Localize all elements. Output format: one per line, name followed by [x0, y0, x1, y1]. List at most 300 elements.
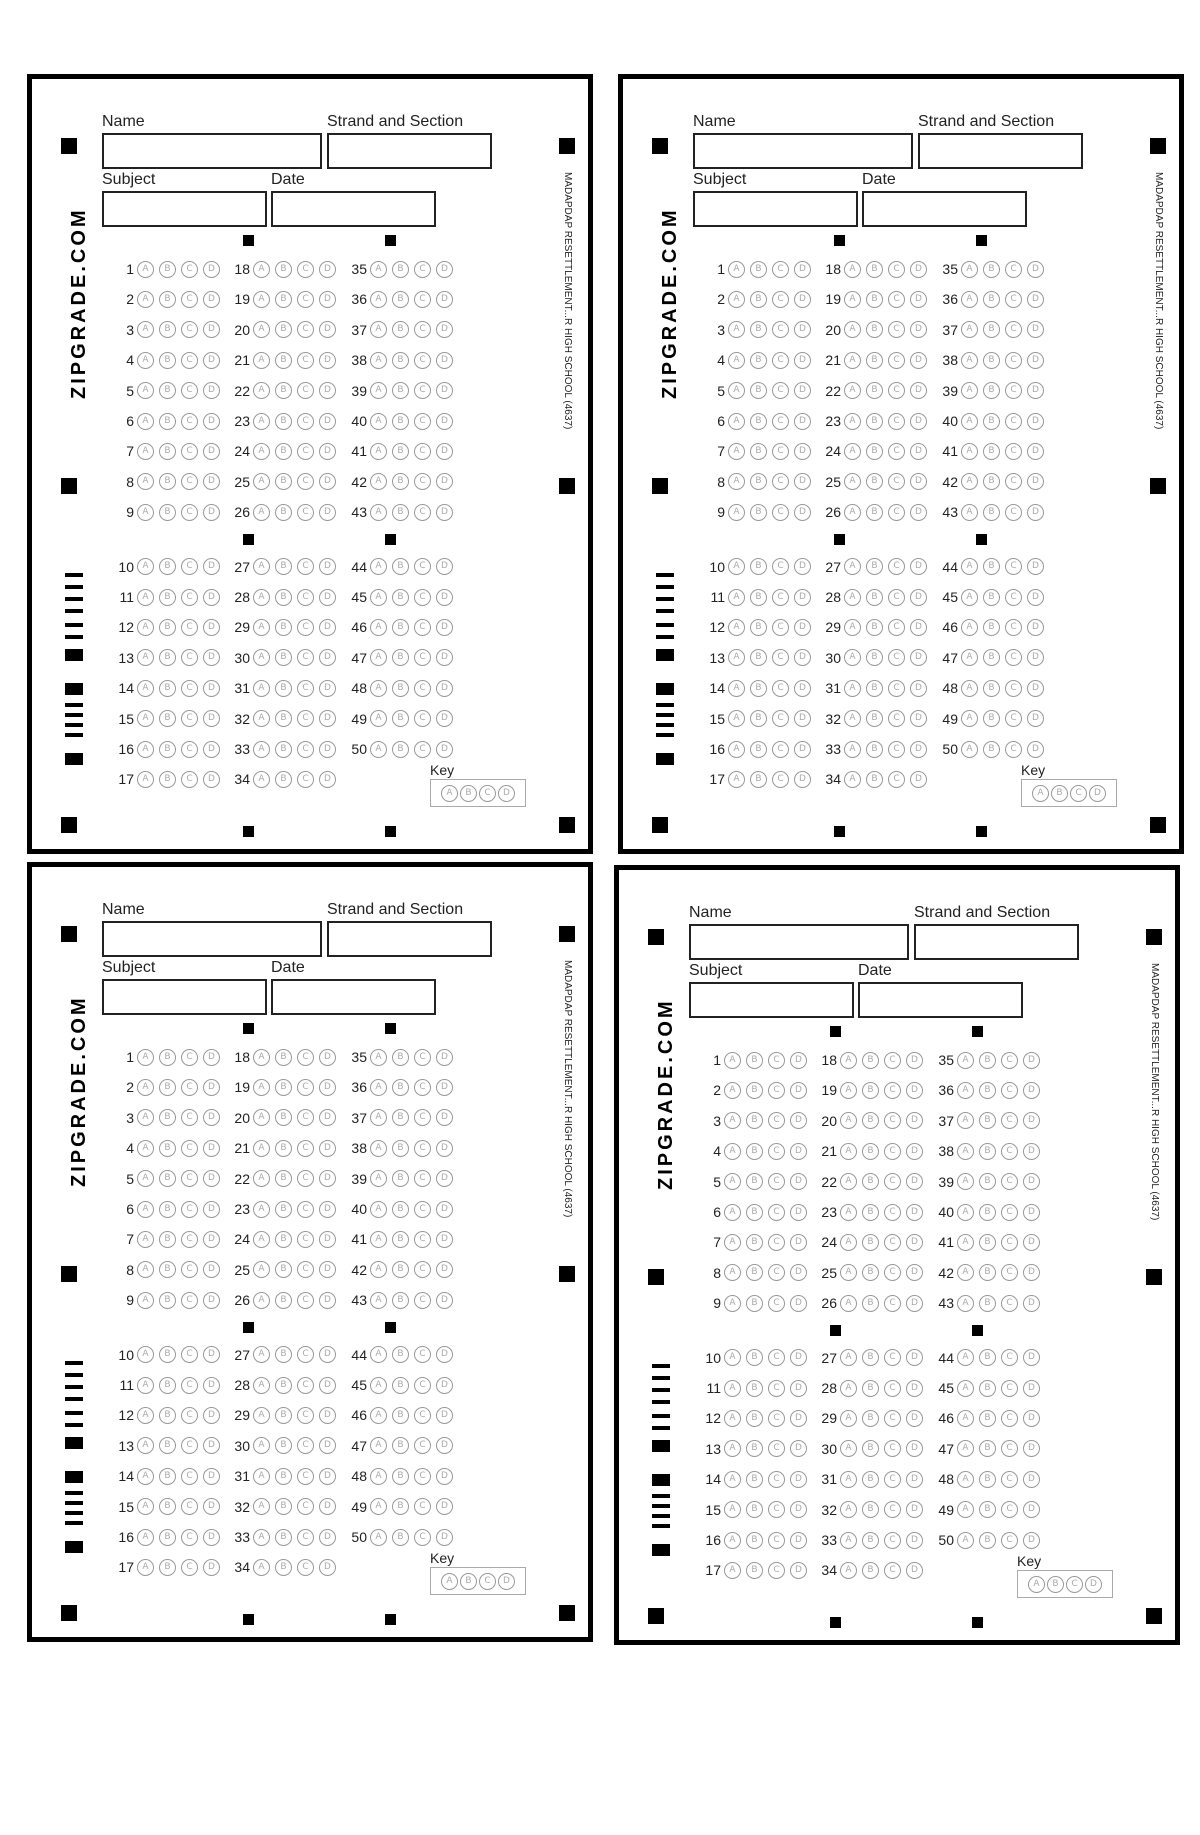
date-field[interactable] [858, 982, 1023, 1018]
answer-bubble-d[interactable]: D [910, 382, 927, 399]
answer-bubble-d[interactable]: D [910, 589, 927, 606]
answer-bubble-c[interactable]: C [768, 1501, 785, 1518]
answer-bubble-b[interactable]: B [746, 1380, 763, 1397]
answer-bubble-a[interactable]: A [137, 589, 154, 606]
answer-bubble-b[interactable]: B [159, 710, 176, 727]
answer-bubble-b[interactable]: B [862, 1112, 879, 1129]
answer-bubble-a[interactable]: A [957, 1380, 974, 1397]
answer-bubble-d[interactable]: D [203, 1498, 220, 1515]
answer-bubble-b[interactable]: B [159, 1292, 176, 1309]
answer-bubble-a[interactable]: A [253, 558, 270, 575]
answer-bubble-a[interactable]: A [137, 261, 154, 278]
answer-bubble-a[interactable]: A [253, 1377, 270, 1394]
answer-bubble-d[interactable]: D [1023, 1501, 1040, 1518]
answer-bubble-a[interactable]: A [253, 1231, 270, 1248]
answer-bubble-a[interactable]: A [957, 1143, 974, 1160]
answer-bubble-a[interactable]: A [370, 741, 387, 758]
answer-bubble-d[interactable]: D [790, 1380, 807, 1397]
answer-bubble-b[interactable]: B [159, 1529, 176, 1546]
answer-bubble-b[interactable]: B [750, 352, 767, 369]
answer-bubble-d[interactable]: D [436, 413, 453, 430]
answer-bubble-c[interactable]: C [181, 321, 198, 338]
answer-bubble-b[interactable]: B [275, 741, 292, 758]
answer-bubble-b[interactable]: B [275, 504, 292, 521]
answer-bubble-d[interactable]: D [319, 504, 336, 521]
answer-bubble-b[interactable]: B [275, 1079, 292, 1096]
answer-bubble-d[interactable]: D [1023, 1349, 1040, 1366]
answer-bubble-a[interactable]: A [370, 261, 387, 278]
answer-bubble-d[interactable]: D [436, 352, 453, 369]
answer-bubble-b[interactable]: B [979, 1295, 996, 1312]
answer-bubble-b[interactable]: B [750, 558, 767, 575]
answer-bubble-b[interactable]: B [159, 413, 176, 430]
answer-bubble-b[interactable]: B [979, 1440, 996, 1457]
answer-bubble-c[interactable]: C [888, 504, 905, 521]
answer-bubble-a[interactable]: A [253, 741, 270, 758]
answer-bubble-c[interactable]: C [1001, 1532, 1018, 1549]
answer-bubble-d[interactable]: D [319, 321, 336, 338]
answer-bubble-d[interactable]: D [436, 1109, 453, 1126]
answer-bubble-b[interactable]: B [275, 1292, 292, 1309]
answer-bubble-a[interactable]: A [137, 473, 154, 490]
answer-bubble-c[interactable]: C [888, 261, 905, 278]
answer-bubble-a[interactable]: A [370, 1109, 387, 1126]
answer-bubble-c[interactable]: C [884, 1082, 901, 1099]
answer-bubble-b[interactable]: B [979, 1052, 996, 1069]
answer-bubble-b[interactable]: B [983, 680, 1000, 697]
answer-bubble-d[interactable]: D [910, 771, 927, 788]
answer-bubble-b[interactable]: B [275, 473, 292, 490]
answer-bubble-a[interactable]: A [844, 710, 861, 727]
answer-bubble-d[interactable]: D [436, 1049, 453, 1066]
answer-bubble-a[interactable]: A [137, 741, 154, 758]
answer-bubble-d[interactable]: D [906, 1471, 923, 1488]
answer-bubble-a[interactable]: A [370, 1437, 387, 1454]
answer-bubble-b[interactable]: B [983, 261, 1000, 278]
answer-bubble-d[interactable]: D [203, 321, 220, 338]
answer-bubble-b[interactable]: B [275, 1468, 292, 1485]
answer-bubble-a[interactable]: A [957, 1173, 974, 1190]
answer-bubble-d[interactable]: D [794, 413, 811, 430]
answer-bubble-a[interactable]: A [137, 443, 154, 460]
answer-bubble-c[interactable]: C [772, 558, 789, 575]
answer-bubble-c[interactable]: C [181, 680, 198, 697]
answer-bubble-a[interactable]: A [137, 1407, 154, 1424]
answer-bubble-d[interactable]: D [436, 1201, 453, 1218]
answer-bubble-a[interactable]: A [728, 321, 745, 338]
answer-bubble-a[interactable]: A [137, 504, 154, 521]
key-bubble-a[interactable]: A [441, 1573, 458, 1590]
answer-bubble-d[interactable]: D [319, 771, 336, 788]
key-bubble-a[interactable]: A [1032, 785, 1049, 802]
answer-bubble-d[interactable]: D [203, 413, 220, 430]
answer-bubble-a[interactable]: A [840, 1295, 857, 1312]
answer-bubble-d[interactable]: D [319, 291, 336, 308]
answer-bubble-b[interactable]: B [983, 558, 1000, 575]
answer-bubble-d[interactable]: D [436, 1346, 453, 1363]
answer-bubble-d[interactable]: D [794, 589, 811, 606]
answer-bubble-a[interactable]: A [961, 741, 978, 758]
answer-bubble-c[interactable]: C [181, 1407, 198, 1424]
answer-bubble-a[interactable]: A [844, 649, 861, 666]
answer-bubble-c[interactable]: C [297, 1170, 314, 1187]
answer-bubble-b[interactable]: B [862, 1380, 879, 1397]
answer-bubble-c[interactable]: C [297, 680, 314, 697]
answer-bubble-a[interactable]: A [370, 504, 387, 521]
answer-bubble-a[interactable]: A [137, 1049, 154, 1066]
answer-bubble-c[interactable]: C [297, 261, 314, 278]
answer-bubble-b[interactable]: B [750, 771, 767, 788]
answer-bubble-d[interactable]: D [906, 1234, 923, 1251]
answer-bubble-c[interactable]: C [297, 1559, 314, 1576]
answer-bubble-b[interactable]: B [275, 1109, 292, 1126]
answer-bubble-d[interactable]: D [910, 619, 927, 636]
answer-bubble-b[interactable]: B [392, 1468, 409, 1485]
answer-bubble-d[interactable]: D [436, 1261, 453, 1278]
answer-bubble-c[interactable]: C [181, 1231, 198, 1248]
answer-bubble-c[interactable]: C [888, 382, 905, 399]
answer-bubble-b[interactable]: B [275, 771, 292, 788]
answer-bubble-b[interactable]: B [392, 1261, 409, 1278]
answer-bubble-a[interactable]: A [253, 1140, 270, 1157]
answer-bubble-a[interactable]: A [728, 741, 745, 758]
answer-bubble-a[interactable]: A [253, 1529, 270, 1546]
answer-bubble-b[interactable]: B [750, 382, 767, 399]
answer-bubble-b[interactable]: B [275, 1377, 292, 1394]
answer-bubble-a[interactable]: A [724, 1501, 741, 1518]
answer-bubble-d[interactable]: D [436, 261, 453, 278]
answer-bubble-a[interactable]: A [844, 413, 861, 430]
key-bubble-c[interactable]: C [479, 785, 496, 802]
answer-bubble-c[interactable]: C [414, 1377, 431, 1394]
answer-bubble-c[interactable]: C [888, 321, 905, 338]
answer-bubble-b[interactable]: B [866, 413, 883, 430]
answer-bubble-c[interactable]: C [297, 619, 314, 636]
answer-bubble-b[interactable]: B [159, 1261, 176, 1278]
answer-bubble-a[interactable]: A [137, 321, 154, 338]
answer-bubble-b[interactable]: B [159, 589, 176, 606]
subject-field[interactable] [102, 191, 267, 227]
answer-bubble-b[interactable]: B [979, 1173, 996, 1190]
answer-bubble-d[interactable]: D [319, 1079, 336, 1096]
answer-bubble-c[interactable]: C [884, 1234, 901, 1251]
answer-bubble-c[interactable]: C [297, 1201, 314, 1218]
answer-bubble-c[interactable]: C [414, 473, 431, 490]
answer-bubble-a[interactable]: A [253, 352, 270, 369]
answer-bubble-a[interactable]: A [137, 352, 154, 369]
answer-bubble-c[interactable]: C [181, 473, 198, 490]
answer-bubble-c[interactable]: C [884, 1052, 901, 1069]
answer-bubble-d[interactable]: D [436, 1140, 453, 1157]
answer-bubble-b[interactable]: B [862, 1562, 879, 1579]
answer-bubble-d[interactable]: D [436, 680, 453, 697]
answer-bubble-a[interactable]: A [728, 680, 745, 697]
answer-bubble-b[interactable]: B [159, 352, 176, 369]
answer-bubble-a[interactable]: A [957, 1052, 974, 1069]
answer-bubble-a[interactable]: A [370, 1170, 387, 1187]
answer-bubble-d[interactable]: D [790, 1112, 807, 1129]
answer-bubble-c[interactable]: C [772, 261, 789, 278]
answer-bubble-a[interactable]: A [253, 1346, 270, 1363]
answer-bubble-d[interactable]: D [1027, 291, 1044, 308]
answer-bubble-a[interactable]: A [370, 382, 387, 399]
answer-bubble-d[interactable]: D [203, 504, 220, 521]
answer-bubble-a[interactable]: A [724, 1234, 741, 1251]
answer-bubble-c[interactable]: C [181, 1109, 198, 1126]
answer-bubble-d[interactable]: D [790, 1082, 807, 1099]
answer-bubble-a[interactable]: A [137, 1231, 154, 1248]
answer-bubble-d[interactable]: D [794, 619, 811, 636]
answer-bubble-c[interactable]: C [414, 1346, 431, 1363]
answer-bubble-a[interactable]: A [137, 413, 154, 430]
answer-bubble-b[interactable]: B [862, 1264, 879, 1281]
answer-bubble-d[interactable]: D [794, 710, 811, 727]
answer-bubble-d[interactable]: D [436, 1468, 453, 1485]
answer-bubble-a[interactable]: A [840, 1234, 857, 1251]
answer-bubble-b[interactable]: B [392, 558, 409, 575]
answer-bubble-c[interactable]: C [772, 443, 789, 460]
answer-bubble-c[interactable]: C [181, 589, 198, 606]
answer-bubble-b[interactable]: B [392, 1292, 409, 1309]
answer-bubble-d[interactable]: D [436, 1079, 453, 1096]
answer-bubble-c[interactable]: C [414, 1468, 431, 1485]
strand-section-field[interactable] [918, 133, 1083, 169]
answer-bubble-a[interactable]: A [844, 321, 861, 338]
answer-bubble-a[interactable]: A [840, 1380, 857, 1397]
answer-bubble-a[interactable]: A [253, 680, 270, 697]
answer-bubble-a[interactable]: A [724, 1204, 741, 1221]
answer-bubble-a[interactable]: A [253, 1559, 270, 1576]
key-bubble-a[interactable]: A [441, 785, 458, 802]
answer-bubble-a[interactable]: A [370, 1407, 387, 1424]
answer-bubble-b[interactable]: B [275, 443, 292, 460]
answer-bubble-b[interactable]: B [159, 1437, 176, 1454]
answer-bubble-c[interactable]: C [888, 771, 905, 788]
answer-bubble-a[interactable]: A [253, 504, 270, 521]
answer-bubble-b[interactable]: B [750, 710, 767, 727]
answer-bubble-c[interactable]: C [1001, 1380, 1018, 1397]
answer-bubble-c[interactable]: C [884, 1562, 901, 1579]
answer-bubble-b[interactable]: B [392, 443, 409, 460]
answer-bubble-d[interactable]: D [319, 1109, 336, 1126]
answer-bubble-a[interactable]: A [253, 1201, 270, 1218]
answer-bubble-c[interactable]: C [1005, 473, 1022, 490]
answer-bubble-b[interactable]: B [750, 291, 767, 308]
answer-bubble-a[interactable]: A [957, 1234, 974, 1251]
answer-bubble-c[interactable]: C [768, 1143, 785, 1160]
answer-bubble-d[interactable]: D [910, 710, 927, 727]
answer-bubble-a[interactable]: A [840, 1349, 857, 1366]
answer-bubble-b[interactable]: B [275, 589, 292, 606]
answer-bubble-c[interactable]: C [414, 1231, 431, 1248]
answer-bubble-c[interactable]: C [888, 558, 905, 575]
answer-bubble-c[interactable]: C [414, 1292, 431, 1309]
answer-bubble-b[interactable]: B [159, 1109, 176, 1126]
answer-bubble-c[interactable]: C [181, 1529, 198, 1546]
answer-bubble-d[interactable]: D [790, 1143, 807, 1160]
key-bubble-d[interactable]: D [498, 1573, 515, 1590]
answer-bubble-c[interactable]: C [768, 1440, 785, 1457]
answer-bubble-a[interactable]: A [370, 680, 387, 697]
answer-bubble-a[interactable]: A [370, 1231, 387, 1248]
answer-bubble-c[interactable]: C [181, 1498, 198, 1515]
answer-bubble-c[interactable]: C [414, 504, 431, 521]
answer-bubble-a[interactable]: A [137, 1529, 154, 1546]
answer-bubble-c[interactable]: C [297, 589, 314, 606]
answer-bubble-a[interactable]: A [840, 1410, 857, 1427]
answer-bubble-a[interactable]: A [728, 558, 745, 575]
answer-bubble-b[interactable]: B [862, 1143, 879, 1160]
answer-bubble-d[interactable]: D [436, 1529, 453, 1546]
answer-bubble-c[interactable]: C [1001, 1440, 1018, 1457]
answer-bubble-d[interactable]: D [319, 1529, 336, 1546]
answer-bubble-b[interactable]: B [275, 413, 292, 430]
answer-bubble-d[interactable]: D [436, 619, 453, 636]
strand-section-field[interactable] [914, 924, 1079, 960]
answer-bubble-c[interactable]: C [772, 771, 789, 788]
answer-bubble-d[interactable]: D [203, 558, 220, 575]
answer-bubble-b[interactable]: B [750, 619, 767, 636]
answer-bubble-c[interactable]: C [884, 1264, 901, 1281]
answer-bubble-a[interactable]: A [724, 1562, 741, 1579]
answer-bubble-a[interactable]: A [961, 504, 978, 521]
answer-bubble-b[interactable]: B [750, 741, 767, 758]
answer-bubble-b[interactable]: B [275, 1170, 292, 1187]
answer-bubble-b[interactable]: B [866, 680, 883, 697]
answer-bubble-c[interactable]: C [888, 589, 905, 606]
answer-bubble-b[interactable]: B [746, 1295, 763, 1312]
answer-bubble-b[interactable]: B [159, 1498, 176, 1515]
answer-bubble-c[interactable]: C [888, 741, 905, 758]
answer-bubble-d[interactable]: D [203, 649, 220, 666]
answer-bubble-c[interactable]: C [181, 1377, 198, 1394]
answer-bubble-a[interactable]: A [253, 473, 270, 490]
answer-bubble-d[interactable]: D [203, 261, 220, 278]
key-bubble-b[interactable]: B [460, 785, 477, 802]
answer-bubble-b[interactable]: B [983, 710, 1000, 727]
answer-bubble-d[interactable]: D [203, 1079, 220, 1096]
answer-bubble-a[interactable]: A [724, 1264, 741, 1281]
answer-bubble-c[interactable]: C [768, 1112, 785, 1129]
answer-bubble-a[interactable]: A [370, 352, 387, 369]
answer-bubble-c[interactable]: C [414, 321, 431, 338]
answer-bubble-a[interactable]: A [137, 1437, 154, 1454]
answer-bubble-a[interactable]: A [728, 443, 745, 460]
answer-bubble-a[interactable]: A [370, 1529, 387, 1546]
subject-field[interactable] [102, 979, 267, 1015]
answer-bubble-b[interactable]: B [275, 680, 292, 697]
answer-bubble-b[interactable]: B [983, 413, 1000, 430]
answer-bubble-c[interactable]: C [1001, 1082, 1018, 1099]
date-field[interactable] [862, 191, 1027, 227]
answer-bubble-c[interactable]: C [414, 1109, 431, 1126]
answer-bubble-b[interactable]: B [979, 1471, 996, 1488]
answer-bubble-b[interactable]: B [866, 558, 883, 575]
answer-bubble-d[interactable]: D [203, 1049, 220, 1066]
answer-bubble-c[interactable]: C [414, 1261, 431, 1278]
answer-bubble-c[interactable]: C [414, 1407, 431, 1424]
answer-bubble-a[interactable]: A [370, 413, 387, 430]
answer-bubble-b[interactable]: B [983, 473, 1000, 490]
answer-bubble-d[interactable]: D [790, 1562, 807, 1579]
answer-bubble-b[interactable]: B [862, 1234, 879, 1251]
answer-bubble-c[interactable]: C [888, 710, 905, 727]
answer-bubble-c[interactable]: C [884, 1295, 901, 1312]
answer-bubble-b[interactable]: B [392, 1109, 409, 1126]
answer-bubble-d[interactable]: D [1023, 1082, 1040, 1099]
answer-bubble-b[interactable]: B [392, 1346, 409, 1363]
answer-bubble-c[interactable]: C [884, 1501, 901, 1518]
answer-bubble-a[interactable]: A [961, 649, 978, 666]
answer-bubble-b[interactable]: B [862, 1204, 879, 1221]
answer-bubble-b[interactable]: B [979, 1501, 996, 1518]
answer-bubble-c[interactable]: C [414, 413, 431, 430]
answer-bubble-a[interactable]: A [253, 1437, 270, 1454]
answer-bubble-d[interactable]: D [203, 710, 220, 727]
answer-bubble-c[interactable]: C [1005, 558, 1022, 575]
answer-bubble-d[interactable]: D [436, 1170, 453, 1187]
answer-bubble-b[interactable]: B [746, 1052, 763, 1069]
answer-bubble-c[interactable]: C [884, 1410, 901, 1427]
answer-bubble-a[interactable]: A [137, 649, 154, 666]
answer-bubble-d[interactable]: D [790, 1173, 807, 1190]
answer-bubble-d[interactable]: D [436, 1407, 453, 1424]
answer-bubble-b[interactable]: B [746, 1562, 763, 1579]
answer-bubble-d[interactable]: D [319, 473, 336, 490]
answer-bubble-b[interactable]: B [392, 1498, 409, 1515]
answer-bubble-d[interactable]: D [203, 1109, 220, 1126]
answer-bubble-a[interactable]: A [840, 1082, 857, 1099]
answer-bubble-a[interactable]: A [724, 1532, 741, 1549]
answer-bubble-a[interactable]: A [253, 619, 270, 636]
answer-bubble-b[interactable]: B [983, 504, 1000, 521]
name-field[interactable] [693, 133, 913, 169]
answer-bubble-c[interactable]: C [297, 291, 314, 308]
answer-bubble-a[interactable]: A [253, 1109, 270, 1126]
answer-bubble-b[interactable]: B [983, 291, 1000, 308]
key-bubble-d[interactable]: D [1089, 785, 1106, 802]
answer-bubble-c[interactable]: C [181, 710, 198, 727]
answer-bubble-b[interactable]: B [159, 741, 176, 758]
answer-bubble-a[interactable]: A [844, 382, 861, 399]
answer-bubble-b[interactable]: B [392, 473, 409, 490]
answer-bubble-a[interactable]: A [728, 352, 745, 369]
answer-bubble-c[interactable]: C [297, 1529, 314, 1546]
answer-bubble-c[interactable]: C [772, 352, 789, 369]
answer-bubble-b[interactable]: B [275, 1049, 292, 1066]
answer-bubble-b[interactable]: B [275, 710, 292, 727]
answer-bubble-d[interactable]: D [436, 443, 453, 460]
answer-bubble-b[interactable]: B [866, 382, 883, 399]
answer-bubble-c[interactable]: C [181, 1292, 198, 1309]
answer-bubble-c[interactable]: C [297, 1346, 314, 1363]
answer-bubble-d[interactable]: D [436, 382, 453, 399]
answer-bubble-d[interactable]: D [203, 1346, 220, 1363]
answer-bubble-b[interactable]: B [159, 649, 176, 666]
answer-bubble-a[interactable]: A [137, 1079, 154, 1096]
answer-bubble-c[interactable]: C [772, 291, 789, 308]
answer-bubble-a[interactable]: A [957, 1440, 974, 1457]
answer-bubble-a[interactable]: A [728, 413, 745, 430]
answer-bubble-b[interactable]: B [862, 1082, 879, 1099]
answer-bubble-d[interactable]: D [794, 443, 811, 460]
answer-bubble-a[interactable]: A [370, 291, 387, 308]
answer-bubble-d[interactable]: D [203, 443, 220, 460]
answer-bubble-b[interactable]: B [746, 1349, 763, 1366]
answer-bubble-c[interactable]: C [1005, 261, 1022, 278]
name-field[interactable] [102, 133, 322, 169]
answer-bubble-a[interactable]: A [370, 1498, 387, 1515]
